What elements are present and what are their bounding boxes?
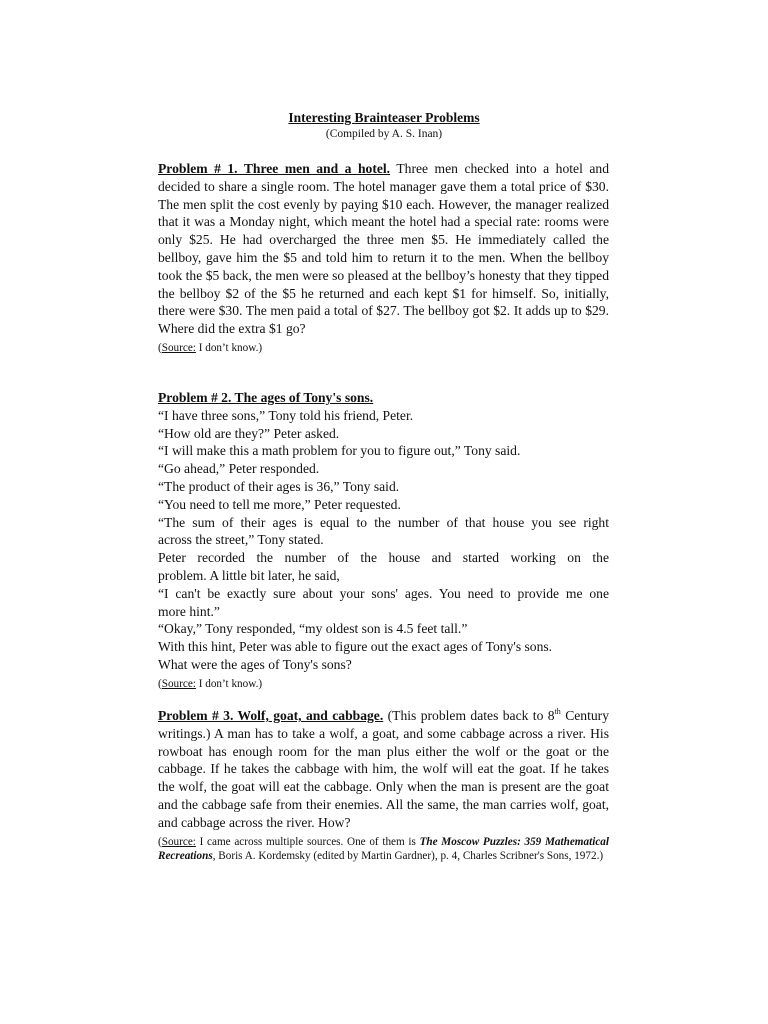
document-subtitle: (Compiled by A. S. Inan) (325, 128, 443, 140)
problem-3-body: Century writings.) A man has to take a wolf, a goat, and some cabbage across a river. His rowboat has enough room for the man plus either the wolf or the goat or the cabbage. If he takes the cabbage with him, the wolf will eat the goat. If he takes the wolf, the goat will eat the cabbage. Only when the man is present are the goat and the cabbage safe from their enemies. All the same, the man carries wolf, goat, and cabbage across the river. How? (158, 708, 609, 830)
problem-3-heading: Problem # 3. Wolf, goat, and cabbage. (158, 708, 384, 723)
dialogue-line: Peter recorded the number of the house and started working on the (158, 550, 609, 566)
dialogue-line: “The product of their ages is 36,” Tony said. (158, 478, 400, 494)
book-title: The Moscow Puzzles: 359 Mathematical Recreations (158, 835, 609, 862)
dialogue-line: “Go ahead,” Peter responded. (158, 461, 320, 477)
ordinal-superscript: th (554, 707, 561, 716)
source-intro: I came across multiple sources. One of them is (195, 835, 420, 848)
problem-3-source: (Source: I came across multiple sources. One of them is The Moscow Puzzles: 359 Mathematical Recreations, Boris A. Kordemsky (edited by Martin Gardner), p. 4, Charles Scribner's Sons, 1972.) (158, 835, 609, 862)
problem-1-heading: Problem # 1. Three men and a hotel. (158, 161, 391, 176)
dialogue-line: “I can't be exactly sure about your sons' ages. You need to provide me one (158, 585, 609, 601)
problem-3-text (158, 707, 609, 832)
dialogue-line: “How old are they?” Peter asked. (158, 425, 340, 441)
problem-2-heading: Problem # 2. The ages of Tony's sons. (158, 390, 374, 405)
dialogue-line: With this hint, Peter was able to figure out the exact ages of Tony's sons. (158, 639, 553, 655)
source-label: Source: (161, 835, 196, 848)
dialogue-line: more hint.” (158, 603, 220, 619)
problem-1-source: (Source: I don’t know.) (158, 341, 263, 354)
source-text: I don’t know.) (195, 341, 263, 354)
dialogue-line: problem. A little bit later, he said, (158, 567, 340, 583)
source-label: Source: (161, 341, 196, 354)
dialogue-line: across the street,” Tony stated. (158, 532, 324, 548)
problem-3 (158, 707, 609, 863)
document-title: Interesting Brainteaser Problems (288, 110, 480, 125)
problem-2 (158, 389, 609, 691)
dialogue-line: “The sum of their ages is equal to the number of that house you see right (158, 514, 609, 530)
dialogue-line: “I will make this a math problem for you to figure out,” Tony said. (158, 443, 521, 459)
source-text: I don’t know.) (195, 677, 263, 690)
problem-3-intro: (This problem dates back to 8 (383, 708, 555, 723)
dialogue-line: “Okay,” Tony responded, “my oldest son is 4.5 feet tall.” (158, 621, 468, 637)
source-label: Source: (161, 677, 196, 690)
problem-1-body: Three men checked into a hotel and decided to share a single room. The hotel manager gave them a total price of $30. The men split the cost evenly by paying $10 each. However, the manager realized that it was a Monday night, which meant the hotel had a special rate: rooms were only $25. He had overcharged the three men $5. He immediately called the bellboy, gave him the $5 and told him to return it to the men. When the bellboy took the $5 back, the men were so pleased at the bellboy’s honesty that they tipped the bellboy $2 of the $5 he returned and each kept $1 for himself. So, initially, there were $30. The men paid a total of $27. The bellboy got $2. It adds up to $29. Where did the extra $1 go? (158, 161, 609, 337)
problem-1 (158, 160, 609, 355)
dialogue-line: “You need to tell me more,” Peter requested. (158, 496, 401, 512)
source-rest: , Boris A. Kordemsky (edited by Martin Gardner), p. 4, Charles Scribner's Sons, 1972.) (212, 849, 604, 862)
dialogue-line: “I have three sons,” Tony told his friend, Peter. (158, 407, 414, 423)
dialogue-line: What were the ages of Tony's sons? (158, 656, 352, 672)
problem-1-text (158, 160, 609, 338)
problem-2-source: (Source: I don’t know.) (158, 677, 263, 690)
